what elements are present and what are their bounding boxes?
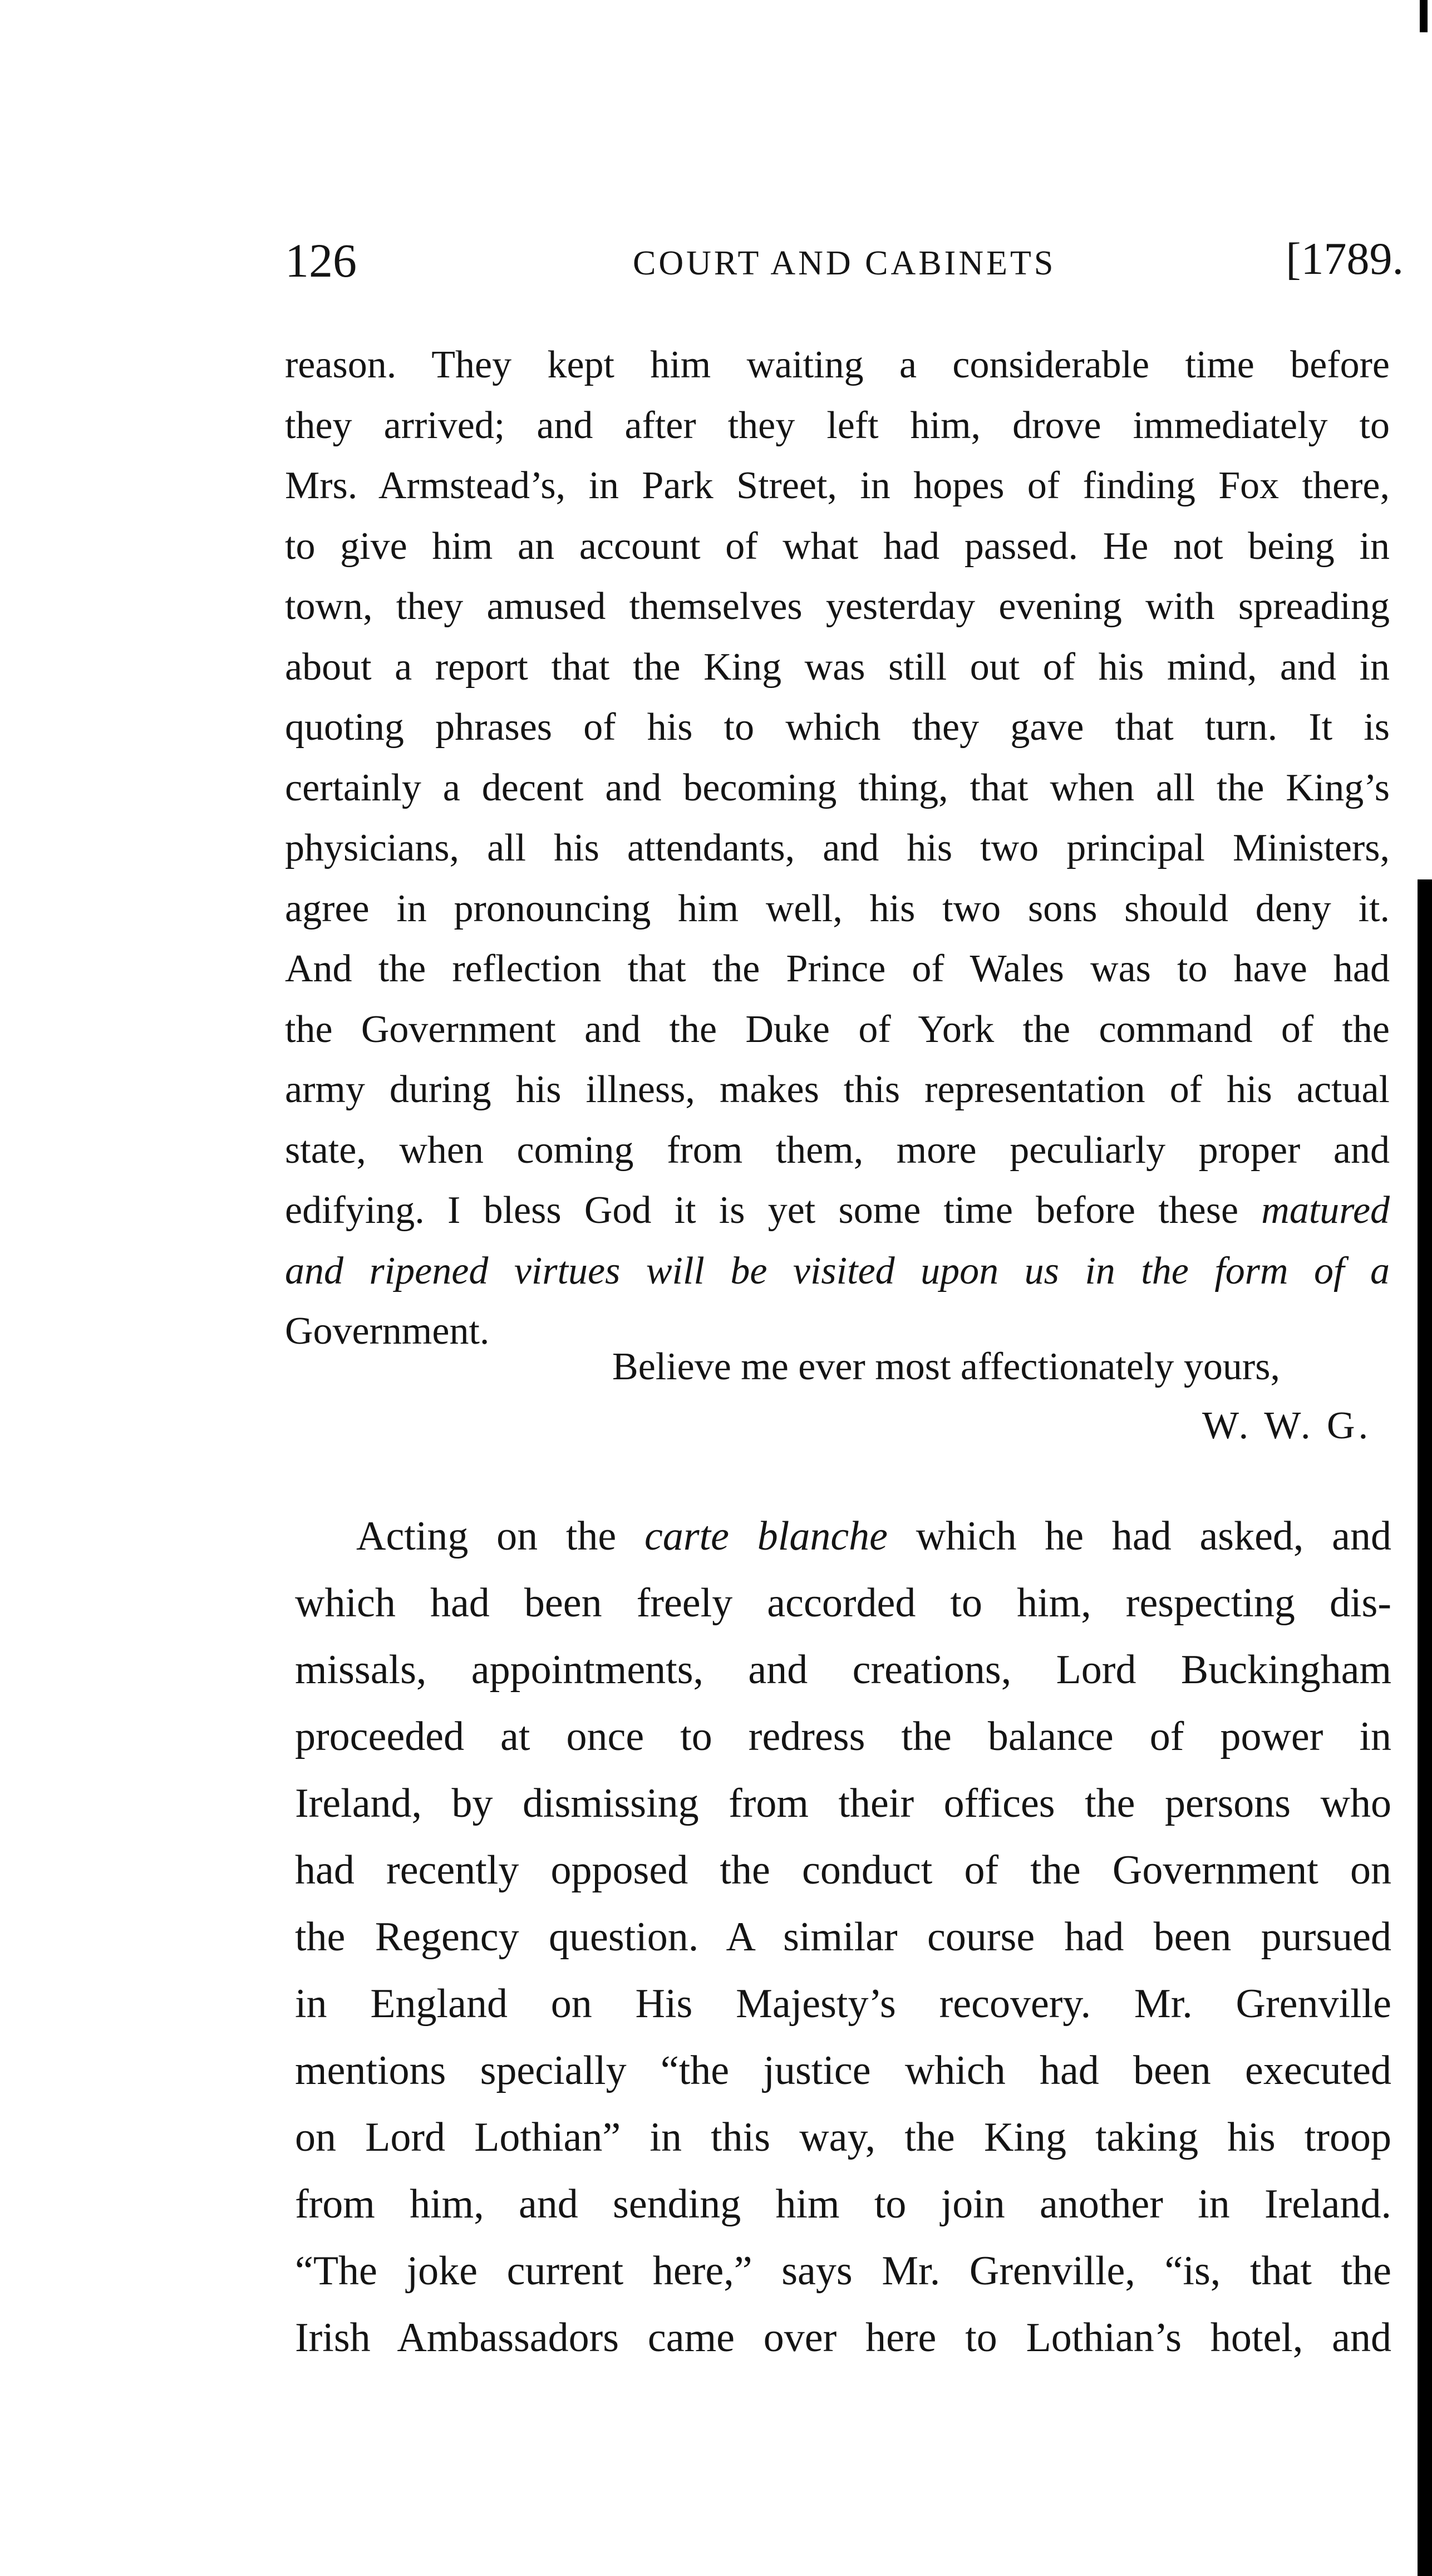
- text-line: about a report that the King was still out of his mind, and in: [285, 645, 1390, 689]
- narrative-paragraph: [295, 1503, 1391, 2371]
- text-line: proceeded at once to redress the balance of power in: [295, 1714, 1391, 1759]
- text-line: quoting phrases of his to which they gave that turn. It is: [285, 706, 1390, 749]
- text-line: And the reflection that the Prince of Wales was to have had: [285, 947, 1390, 990]
- text-line-with-italic: [285, 1181, 1390, 1241]
- text-line: reason. They kept him waiting a considerable time before: [285, 343, 1390, 386]
- text-line: agree in pronouncing him well, his two sons should deny it.: [285, 887, 1390, 930]
- text-line: they arrived; and after they left him, drove immediately to: [285, 404, 1390, 447]
- text-line: the Government and the Duke of York the command of the: [285, 1007, 1390, 1051]
- running-year: [1789.: [1286, 233, 1404, 284]
- text-line: the Regency question. A similar course had been pursued: [295, 1914, 1391, 1960]
- italic-phrase: carte blanche: [644, 1513, 888, 1559]
- page-number: 126: [285, 234, 357, 287]
- text-segment: edifying. I bless God it is yet some time before these: [285, 1189, 1239, 1232]
- text-segment: Acting on the: [356, 1513, 644, 1559]
- letter-closing: Believe me ever most affectionately yours,: [612, 1345, 1280, 1388]
- page-edge-shadow: [1418, 879, 1432, 2576]
- text-line: state, when coming from them, more peculiarly proper and: [285, 1128, 1390, 1172]
- italic-phrase: and ripened virtues will be visited upon us in the form of a: [285, 1249, 1390, 1292]
- text-line: missals, appointments, and creations, Lord Buckingham: [295, 1647, 1391, 1693]
- letter-body: [285, 335, 1390, 1362]
- text-line: to give him an account of what had passed. He not being in: [285, 524, 1390, 568]
- text-line: certainly a decent and becoming thing, that when all the King’s: [285, 766, 1390, 809]
- text-line: army during his illness, makes this representation of his actual: [285, 1068, 1390, 1111]
- text-line: “The joke current here,” says Mr. Grenville, “is, that the: [295, 2248, 1391, 2294]
- text-segment: which he had asked, and: [888, 1513, 1392, 1559]
- running-head: [285, 233, 1404, 294]
- page-edge-shadow-top: [1420, 0, 1428, 32]
- text-line: on Lord Lothian” in this way, the King taking his troop: [295, 2115, 1391, 2160]
- italic-word: matured: [1261, 1189, 1390, 1232]
- text-line: Ireland, by dismissing from their offices the persons who: [295, 1781, 1391, 1826]
- text-line: physicians, all his attendants, and his two principal Ministers,: [285, 827, 1390, 869]
- text-line: from him, and sending him to join another in Ireland.: [295, 2181, 1391, 2227]
- letter-signature: W. W. G.: [1202, 1404, 1372, 1447]
- text-line: had recently opposed the conduct of the Government on: [295, 1847, 1391, 1893]
- text-line: which had been freely accorded to him, respecting dis-: [295, 1580, 1391, 1626]
- text-line: in England on His Majesty’s recovery. Mr. Grenville: [295, 1981, 1391, 2027]
- text-line: Mrs. Armstead’s, in Park Street, in hopes of finding Fox there,: [285, 464, 1390, 507]
- text-line: town, they amused themselves yesterday evening with spreading: [285, 585, 1390, 628]
- text-line: Irish Ambassadors came over here to Lothian’s hotel, and: [295, 2315, 1391, 2361]
- text-line: Government.: [285, 1310, 490, 1353]
- text-line-with-italic: [295, 1503, 1391, 1570]
- running-title: COURT AND CABINETS: [633, 244, 1056, 282]
- text-line: mentions specially “the justice which had been executed: [295, 2048, 1391, 2093]
- text-line-italic: [285, 1241, 1390, 1302]
